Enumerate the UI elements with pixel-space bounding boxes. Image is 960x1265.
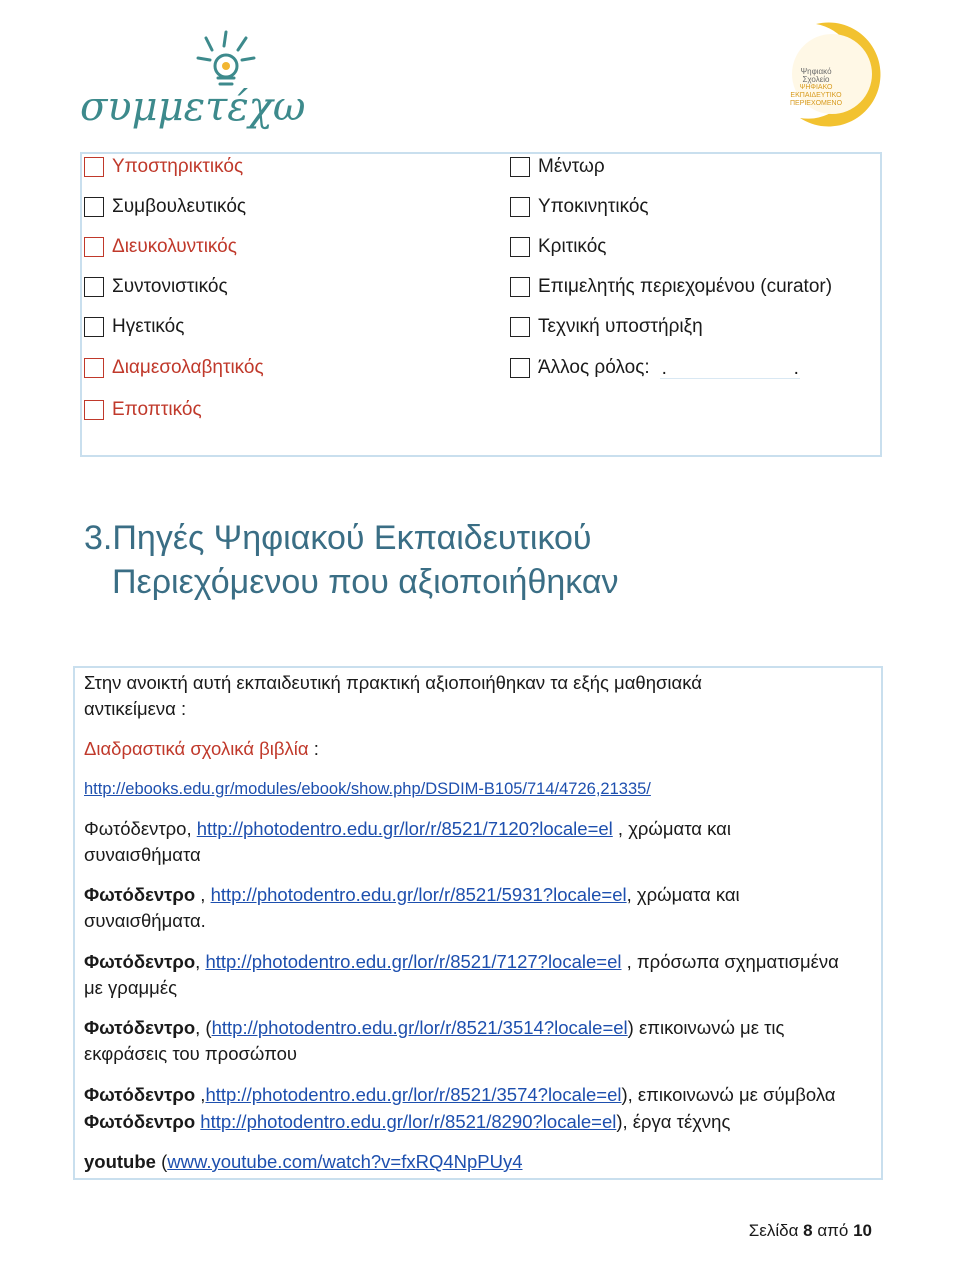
role-advisory[interactable]	[84, 195, 246, 219]
source-item-1	[84, 816, 731, 842]
source-link[interactable]: http://photodentro.edu.gr/lor/r/8521/8290?locale=el	[200, 1111, 617, 1132]
source-sep: (	[155, 1151, 168, 1172]
role-coordinating[interactable]	[84, 275, 228, 299]
section-title-text: Πηγές Ψηφιακού Εκπαιδευτικού	[112, 519, 592, 557]
section-number: 3.	[84, 519, 113, 557]
checkbox[interactable]	[84, 317, 104, 337]
source-item-2-line2: συναισθήματα.	[84, 910, 206, 931]
source-name: Φωτόδεντρο	[84, 1084, 196, 1105]
checkbox[interactable]	[84, 157, 104, 177]
checkbox[interactable]	[84, 237, 104, 257]
page-prefix: Σελίδα	[748, 1221, 804, 1240]
section-heading	[84, 516, 864, 604]
checkbox[interactable]	[84, 358, 104, 378]
role-label: Μέντωρ	[538, 156, 605, 177]
field-dot: .	[661, 357, 667, 379]
role-leading[interactable]	[84, 315, 184, 339]
checkbox[interactable]	[510, 358, 530, 378]
source-desc: ) επικοινωνώ με τις	[627, 1017, 785, 1038]
source-desc: ), έργα τέχνης	[616, 1111, 731, 1132]
source-item-4	[84, 1015, 784, 1041]
checkbox[interactable]	[84, 277, 104, 297]
role-label: Διαμεσολαβητικός	[112, 357, 264, 378]
role-label: Επιμελητής περιεχομένου (curator)	[538, 276, 833, 297]
ebooks-row	[84, 776, 651, 802]
checkbox[interactable]	[510, 237, 530, 257]
role-facilitating[interactable]	[84, 235, 237, 259]
source-name: Φωτόδεντρο	[84, 1111, 196, 1132]
role-label: Διευκολυντικός	[112, 236, 237, 257]
role-label: Άλλος ρόλος:	[538, 357, 650, 378]
section-title-line2: Περιεχόμενου που αξιοποιήθηκαν	[112, 563, 619, 601]
source-item-youtube	[84, 1149, 523, 1175]
source-link[interactable]: http://photodentro.edu.gr/lor/r/8521/5931?locale=el	[210, 884, 627, 905]
role-label: Εποπτικός	[112, 399, 202, 420]
checkbox[interactable]	[510, 197, 530, 217]
source-desc: , πρόσωπα σχηματισμένα	[621, 951, 839, 972]
source-link[interactable]: http://photodentro.edu.gr/lor/r/8521/3514?locale=el	[211, 1017, 628, 1038]
source-item-1-line2: συναισθήματα	[84, 844, 201, 865]
role-label: Τεχνική υποστήριξη	[538, 316, 703, 337]
source-item-3-line2: με γραμμές	[84, 977, 177, 998]
checkbox[interactable]	[84, 400, 104, 420]
role-label: Συμβουλευτικός	[112, 196, 247, 217]
checkbox[interactable]	[510, 317, 530, 337]
svg-text:συμμετέχω: συμμετέχω	[80, 84, 306, 130]
source-item-6	[84, 1109, 730, 1135]
role-label: Υποστηρικτικός	[112, 156, 244, 177]
intro-line1: Στην ανοικτή αυτή εκπαιδευτική πρακτική αξιοποιήθηκαν τα εξής μαθησιακά	[84, 672, 702, 693]
books-label: Διαδραστικά σχολικά βιβλία	[84, 738, 309, 759]
books-label-row	[84, 736, 319, 762]
source-link[interactable]: http://photodentro.edu.gr/lor/r/8521/3574?locale=el	[205, 1084, 622, 1105]
role-curator[interactable]	[510, 275, 832, 299]
checkbox[interactable]	[510, 277, 530, 297]
checkbox[interactable]	[510, 157, 530, 177]
role-supportive[interactable]	[84, 155, 243, 179]
source-sep: ,	[195, 951, 206, 972]
source-item-4-line2: εκφράσεις του προσώπου	[84, 1043, 297, 1064]
intro-line2: αντικείμενα :	[84, 698, 187, 719]
checkbox[interactable]	[84, 197, 104, 217]
digital-school-logo-text	[786, 68, 846, 108]
current-page: 8	[803, 1221, 813, 1240]
total-pages: 10	[853, 1221, 872, 1240]
source-link[interactable]: http://photodentro.edu.gr/lor/r/8521/7127?locale=el	[205, 951, 622, 972]
source-item-2	[84, 882, 740, 908]
role-label: Κριτικός	[538, 236, 607, 257]
role-label: Υποκινητικός	[538, 196, 649, 217]
other-role-field[interactable]	[660, 358, 800, 379]
source-desc: , χρώματα και	[626, 884, 740, 905]
source-link[interactable]: http://photodentro.edu.gr/lor/r/8521/7120?locale=el	[196, 818, 613, 839]
role-mediating[interactable]	[84, 356, 264, 380]
source-name: Φωτόδεντρο	[84, 1017, 196, 1038]
role-other[interactable]	[510, 356, 800, 380]
role-supervisory[interactable]	[84, 398, 202, 422]
source-item-3	[84, 949, 839, 975]
role-motivating[interactable]	[510, 195, 649, 219]
logo-text-line1: Ψηφιακό Σχολείο	[800, 67, 832, 84]
source-sep: , (	[195, 1017, 212, 1038]
source-link[interactable]: www.youtube.com/watch?v=fxRQ4NpPUy4	[167, 1151, 523, 1172]
symmetexo-logo	[78, 24, 306, 139]
field-dot: .	[793, 357, 799, 379]
section-title-line1	[84, 516, 864, 560]
ebooks-link[interactable]: http://ebooks.edu.gr/modules/ebook/show.php/DSDIM-B105/714/4726,21335/	[84, 780, 651, 798]
source-name: Φωτόδεντρο	[84, 884, 196, 905]
role-critical[interactable]	[510, 235, 606, 259]
role-mentor[interactable]	[510, 155, 605, 179]
source-item-5	[84, 1082, 835, 1108]
source-sep: ,	[195, 884, 211, 905]
page-mid: από	[812, 1221, 854, 1240]
source-sep: ,	[195, 1084, 206, 1105]
books-colon: :	[308, 738, 319, 759]
source-desc: ), επικοινωνώ με σύμβολα	[621, 1084, 836, 1105]
logo-text-line2: ΨΗΦΙΑΚΟ ΕΚΠΑΙΔΕΥΤΙΚΟ ΠΕΡΙΕΧΟΜΕΝΟ	[789, 84, 843, 107]
source-name: Φωτόδεντρο,	[84, 818, 197, 839]
page-number	[749, 1221, 872, 1241]
source-desc: , χρώματα και	[612, 818, 731, 839]
role-label: Ηγετικός	[112, 316, 185, 337]
role-tech-support[interactable]	[510, 315, 703, 339]
role-label: Συντονιστικός	[112, 276, 228, 297]
source-name: youtube	[84, 1151, 156, 1172]
source-name: Φωτόδεντρο	[84, 951, 196, 972]
